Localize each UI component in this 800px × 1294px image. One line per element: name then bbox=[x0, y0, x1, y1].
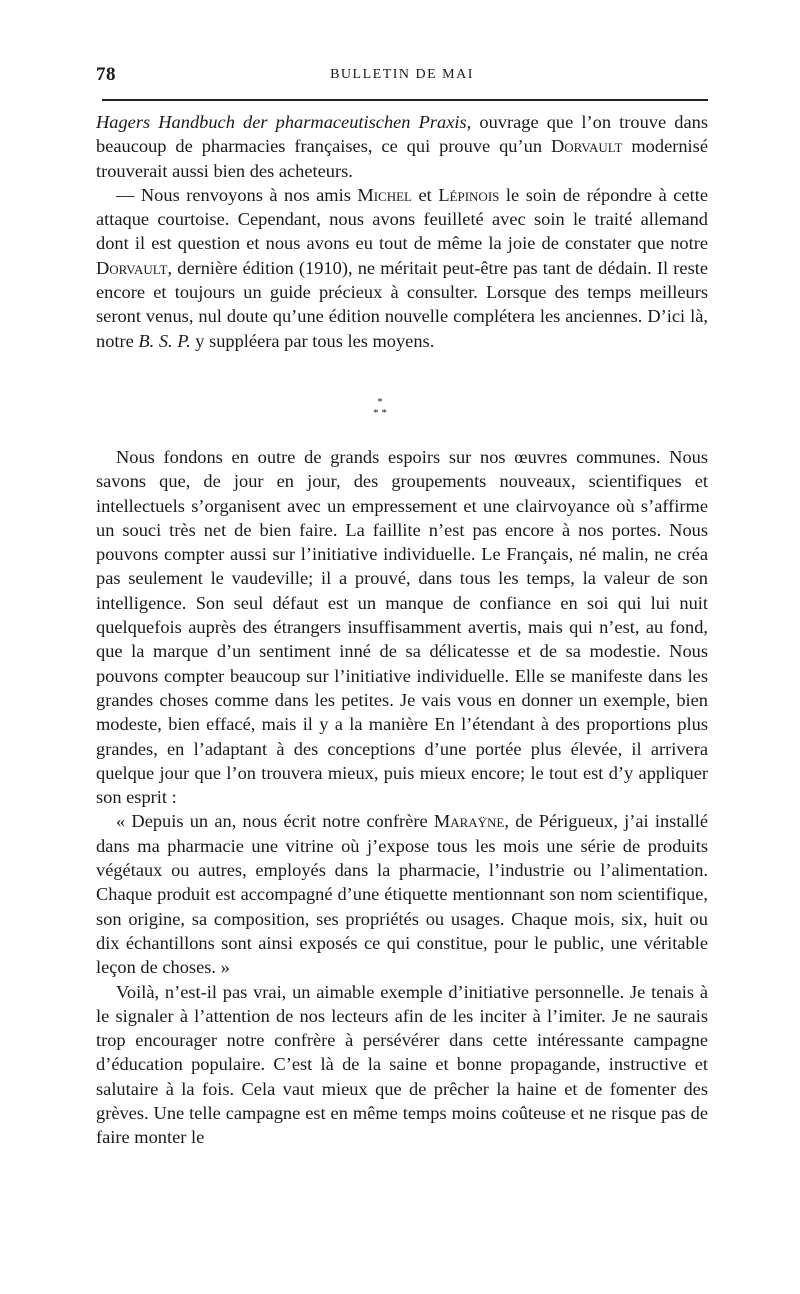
section-2 bbox=[96, 445, 708, 1150]
text-run: , dernière édition (1910), ne méritait peut-être pas tant de dédain. Il reste encore et toujours un guide précieux à consulter. Lorsque des temps meilleurs seront venus, nul doute qu’une édition nouvelle complétera les anciennes. D’ici là, notre bbox=[96, 257, 708, 351]
asterism-bottom: * * bbox=[373, 407, 387, 419]
paragraph-2 bbox=[96, 183, 708, 353]
running-title: BULLETIN DE MAI bbox=[330, 67, 474, 82]
abbreviation: B. S. P. bbox=[138, 330, 191, 351]
section-1 bbox=[96, 110, 708, 353]
paragraph-3: Nous fondons en outre de grands espoirs sur nos œuvres communes. Nous savons que, de jour en jour, des groupements nouveaux, scientifiques et intellectuels s’organisent avec un empressement et une clairvoyance où s’affirme un souci très net de bien faire. La faillite n’est pas encore à nos portes. Nous pouvons compter aussi sur l’initiative individuelle. Le Français, né malin, ne créa pas seulement le vaudeville; il a prouvé, dans tous les temps, la valeur de son intelligence. Son seul défaut est un manque de confiance en soi qui lui nuit quelquefois auprès des étrangers insuffisamment avertis, mais qui n’est, au fond, que la marque d’un sentiment inné de sa délicatesse et de sa modestie. Nous pouvons compter beaucoup sur l’initiative individuelle. Elle se manifeste dans les grandes choses comme dans les petites. Je vais vous en donner un exemple, bien modeste, bien effacé, mais il y a la manière En l’étendant à des proportions plus grandes, en l’adaptant à des conceptions d’une portée plus élevée, il arrivera quelque jour que l’on trouvera mieux, puis mieux encore; le tout est d’y appliquer son esprit : bbox=[96, 447, 708, 808]
author-name: Dorvault bbox=[550, 136, 623, 157]
text-run: , de Périgueux, j’ai installé dans ma pharmacie une vitrine où j’expose tous les mois une série de produits végétaux ou autres, employés dans la pharmacie, l’industrie ou l’alimentation. Chaque produit est accompagné d’une étiquette mentionnant son nom scientifique, son origine, sa composition, ses propriétés ou usages. Chaque mois, six, huit ou dix échantillons sont ainsi exposés ce qui constitue, pour le public, une véritable leçon de choses. » bbox=[96, 811, 708, 978]
page-number: 78 bbox=[96, 64, 116, 85]
text-run: ouvrage que l’on trouve dans beaucoup de pharmacies françaises, ce qui prouve qu’un bbox=[96, 112, 708, 157]
asterism-separator bbox=[360, 397, 400, 427]
text-run: le soin de répondre à cette attaque courtoise. Cependant, nous avons feuilleté avec soin le traité allemand dont il est question et nous avons eu tout de même la joie de constater que notre bbox=[96, 184, 708, 254]
text-run: y suppléera par tous les moyens. bbox=[190, 330, 435, 351]
paragraph-4-quote bbox=[96, 809, 708, 979]
paragraph-5: Voilà, n’est-il pas vrai, un aimable exemple d’initiative personnelle. Je tenais à le signaler à l’attention de nos lecteurs afin de les inciter à l’imiter. Je ne saurais trop encourager notre confrère à persévérer dans cette intéressante campagne d’éducation populaire. C’est là de la saine et bonne propagande, instructive et salutaire à la fois. Cela vaut mieux que de prêcher la haine et de fomenter des grèves. Une telle campagne est en même temps moins coûteuse et ne risque pas de faire monter le bbox=[96, 981, 708, 1148]
author-name: Maraÿne bbox=[433, 811, 505, 832]
header-rule bbox=[102, 99, 708, 101]
page-header bbox=[96, 64, 708, 90]
text-run: « Depuis un an, nous écrit notre confrère bbox=[116, 811, 434, 832]
text-run: — Nous renvoyons à nos amis bbox=[116, 184, 358, 205]
paragraph-1 bbox=[96, 110, 708, 183]
book-title: Hagers Handbuch der pharmaceutischen Praxis, bbox=[96, 112, 472, 132]
author-name: Lépinois bbox=[438, 184, 500, 205]
text-run: modernisé trouverait aussi bien des acheteurs. bbox=[96, 136, 708, 181]
text-run: et bbox=[412, 184, 439, 205]
author-name: Dorvault bbox=[96, 257, 168, 278]
author-name: Michel bbox=[357, 184, 412, 205]
asterism-top: * bbox=[377, 396, 383, 408]
